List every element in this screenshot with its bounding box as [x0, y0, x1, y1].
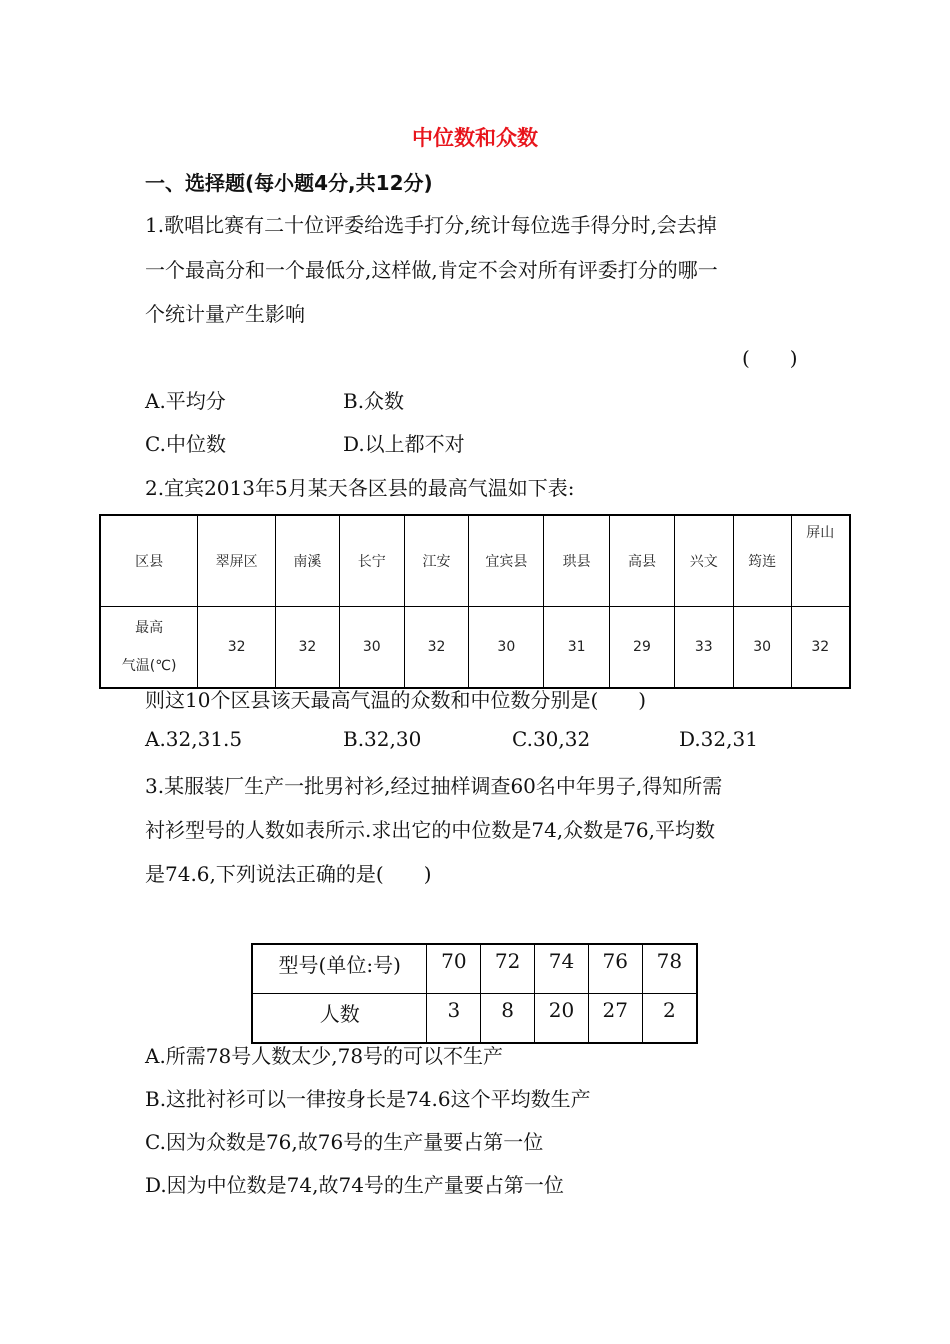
q1-option-c: C.中位数 — [145, 432, 226, 456]
q1-option-a: A.平均分 — [145, 389, 226, 413]
q3-line-3: 是74.6,下列说法正确的是( ) — [145, 862, 432, 886]
count-cell: 27 — [588, 994, 642, 1044]
count-header: 人数 — [252, 994, 427, 1044]
count-cell: 8 — [481, 994, 535, 1044]
q3-option-b: B.这批衬衫可以一律按身长是74.6这个平均数生产 — [145, 1087, 591, 1111]
q1-answer-paren: ( ) — [742, 346, 798, 370]
county-header: 区县 — [100, 515, 198, 607]
temp-cell: 30 — [339, 607, 404, 689]
table-row — [252, 944, 697, 994]
size-cell: 72 — [481, 944, 535, 994]
q3-line-1: 3.某服装厂生产一批男衬衫,经过抽样调查60名中年男子,得知所需 — [145, 774, 723, 798]
q3-option-a: A.所需78号人数太少,78号的可以不生产 — [145, 1044, 504, 1068]
size-cell: 78 — [642, 944, 697, 994]
temperature-header-line-2: 气温(℃) — [121, 658, 177, 674]
county-cell: 宜宾县 — [469, 515, 544, 607]
county-cell: 长宁 — [339, 515, 404, 607]
temp-cell: 32 — [791, 607, 850, 689]
temp-cell: 33 — [674, 607, 733, 689]
q3-option-c: C.因为众数是76,故76号的生产量要占第一位 — [145, 1130, 544, 1154]
temp-cell: 31 — [544, 607, 610, 689]
county-cell: 翠屏区 — [198, 515, 276, 607]
temp-cell: 32 — [276, 607, 340, 689]
table-row — [100, 607, 850, 689]
q1-option-b: B.众数 — [343, 389, 405, 413]
county-cell: 江安 — [404, 515, 469, 607]
q2-option-b: B.32,30 — [343, 727, 422, 751]
q2-option-d: D.32,31 — [679, 727, 758, 751]
section-heading: 一、选择题(每小题4分,共12分) — [145, 171, 433, 195]
shirt-size-table — [251, 943, 698, 1044]
q1-line-3: 个统计量产生影响 — [145, 302, 305, 326]
q3-line-2: 衬衫型号的人数如表所示.求出它的中位数是74,众数是76,平均数 — [145, 818, 715, 842]
temp-cell: 32 — [198, 607, 276, 689]
page-title: 中位数和众数 — [412, 126, 538, 150]
size-header: 型号(单位:号) — [252, 944, 427, 994]
county-cell: 兴文 — [674, 515, 733, 607]
table-row — [252, 994, 697, 1044]
q1-line-2: 一个最高分和一个最低分,这样做,肯定不会对所有评委打分的哪一 — [145, 258, 718, 282]
temperature-header-line-1: 最高 — [135, 620, 164, 636]
temperature-header — [100, 607, 198, 689]
q2-option-c: C.30,32 — [512, 727, 591, 751]
temp-cell: 32 — [404, 607, 469, 689]
temp-cell: 30 — [469, 607, 544, 689]
county-cell: 筠连 — [733, 515, 791, 607]
q1-option-d: D.以上都不对 — [343, 432, 465, 456]
table-row — [100, 515, 850, 607]
count-cell: 20 — [535, 994, 589, 1044]
q3-option-d: D.因为中位数是74,故74号的生产量要占第一位 — [145, 1173, 564, 1197]
q1-line-1: 1.歌唱比赛有二十位评委给选手打分,统计每位选手得分时,会去掉 — [145, 213, 717, 237]
q2-question: 则这10个区县该天最高气温的众数和中位数分别是( ) — [145, 688, 647, 712]
q2-intro: 2.宜宾2013年5月某天各区县的最高气温如下表: — [145, 476, 575, 500]
size-cell: 76 — [588, 944, 642, 994]
size-cell: 70 — [427, 944, 481, 994]
county-cell: 屏山 — [791, 515, 850, 607]
county-cell: 高县 — [610, 515, 675, 607]
temperature-table — [99, 514, 851, 689]
temp-cell: 29 — [610, 607, 675, 689]
count-cell: 2 — [642, 994, 697, 1044]
county-cell: 珙县 — [544, 515, 610, 607]
q2-option-a: A.32,31.5 — [145, 727, 243, 751]
county-cell: 南溪 — [276, 515, 340, 607]
count-cell: 3 — [427, 994, 481, 1044]
size-cell: 74 — [535, 944, 589, 994]
temp-cell: 30 — [733, 607, 791, 689]
